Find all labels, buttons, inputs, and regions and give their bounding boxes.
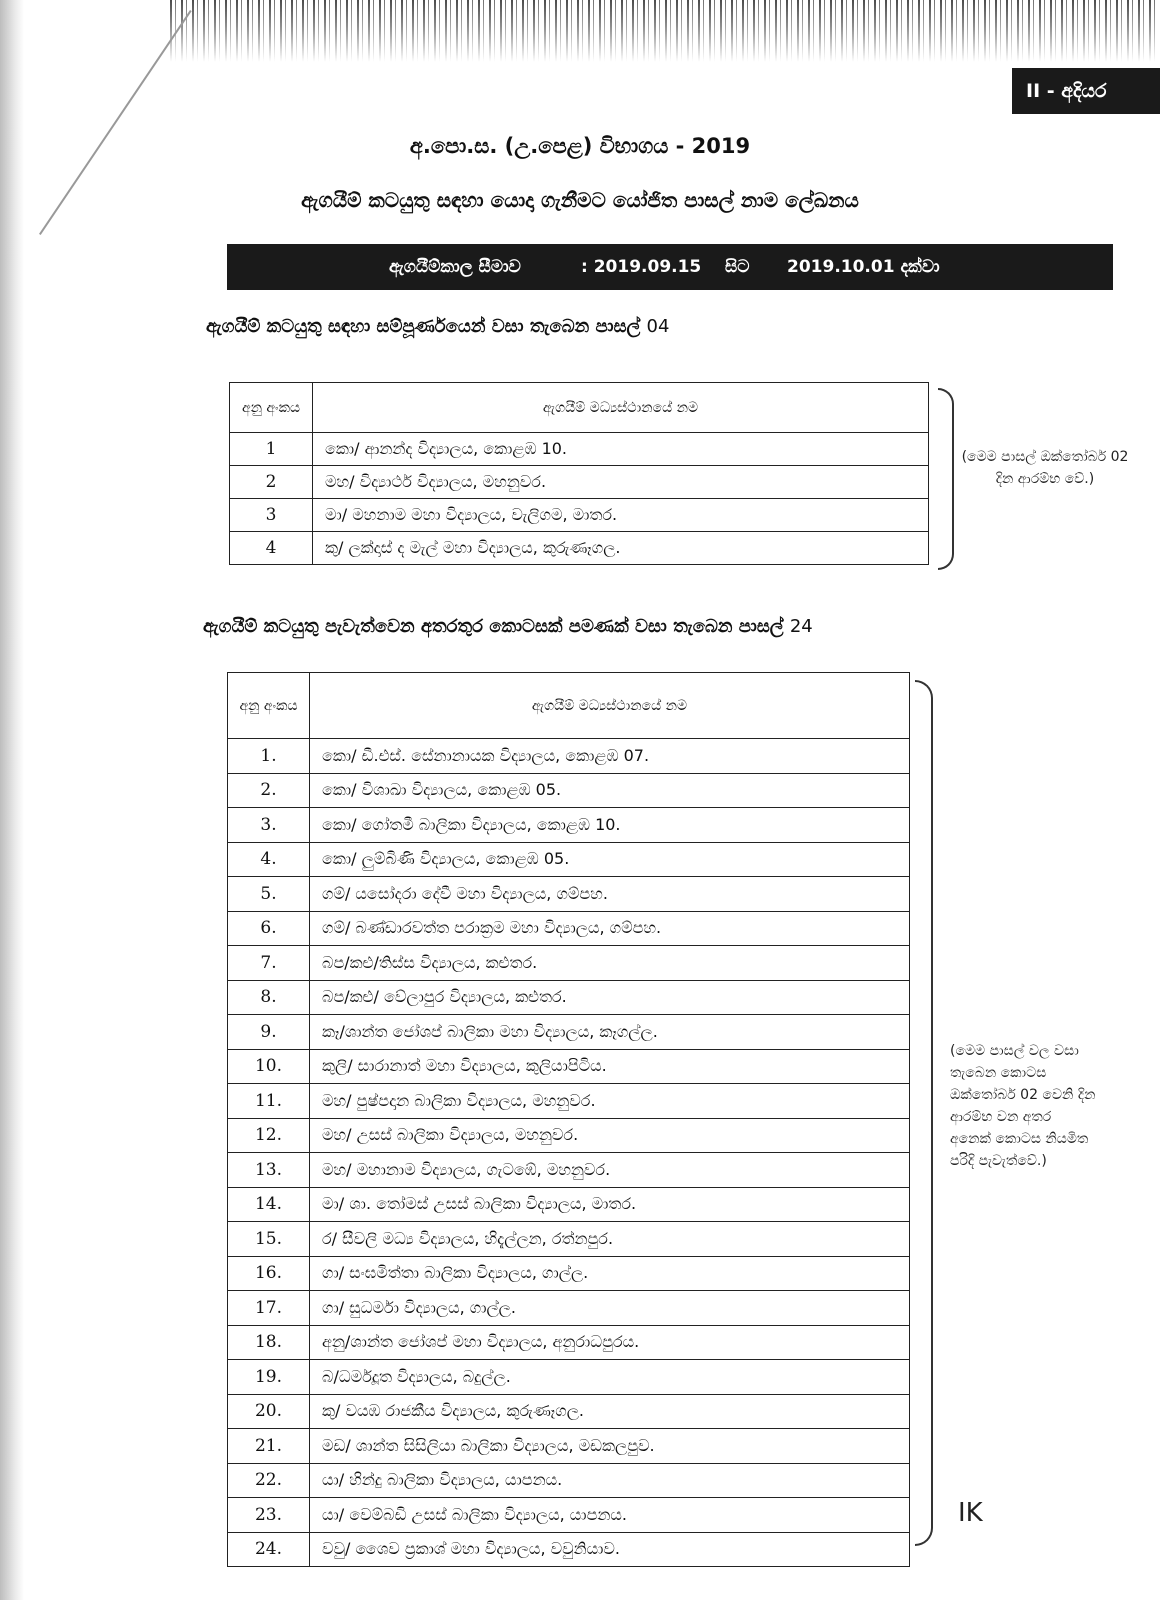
section2-note-line: ආරම්භ වන අතර bbox=[950, 1109, 1052, 1125]
row-number: 13. bbox=[228, 1153, 310, 1188]
table-row bbox=[230, 532, 929, 565]
school-name: මහ/ විද්‍යාර්ථ විද්‍යාලය, මහනුවර. bbox=[313, 466, 929, 499]
period-start: : 2019.09.15 bbox=[581, 257, 702, 277]
section2-note-line: (මෙම පාසල් වල වසා bbox=[950, 1043, 1079, 1059]
school-name: මහ/ පුෂ්පදාන බාලිකා විද්‍යාලය, මහනුවර. bbox=[310, 1084, 910, 1119]
section1-table bbox=[229, 382, 929, 565]
section1-heading: ඇගයීම් කටයුතු සඳහා සම්පූර්ණයෙන් වසා තැබෙන පාසල් 04 bbox=[206, 316, 670, 337]
row-number: 21. bbox=[228, 1429, 310, 1464]
row-number: 22. bbox=[228, 1463, 310, 1498]
table-row bbox=[228, 877, 910, 912]
school-name: මහ/ උසස් බාලිකා විද්‍යාලය, මහනුවර. bbox=[310, 1118, 910, 1153]
document-title: අ.පො.ස. (උ.පෙළ) විභාගය - 2019 bbox=[409, 134, 751, 158]
row-number: 2 bbox=[230, 466, 313, 499]
part-badge: II - අදියර bbox=[1012, 68, 1160, 114]
table-row bbox=[228, 1015, 910, 1050]
table-row bbox=[228, 842, 910, 877]
school-name: මා/ මහනාම මහා විද්‍යාලය, වැලිගම, මාතර. bbox=[313, 499, 929, 532]
school-name: කො/ ඩී.එස්. සේනානායක විද්‍යාලය, කොළඹ 07. bbox=[310, 739, 910, 774]
school-name: ගා/ සංඝමිත්තා බාලිකා විද්‍යාලය, ගාල්ල. bbox=[310, 1256, 910, 1291]
table-row bbox=[228, 1291, 910, 1326]
school-name: මා/ ශා. තෝමස් උසස් බාලිකා විද්‍යාලය, මාතර. bbox=[310, 1187, 910, 1222]
table-row bbox=[228, 1187, 910, 1222]
section2-heading: ඇගයීම් කටයුතු පැවැත්වෙන අතරතුර කොටසක් පමණක් වසා තැබෙන පාසල් 24 bbox=[203, 616, 813, 637]
table-row bbox=[228, 1256, 910, 1291]
table-row bbox=[230, 433, 929, 466]
section1-note: (මෙම පාසල් ඔක්තෝබර් 02 දින ආරම්භ වේ.) bbox=[961, 449, 1129, 487]
row-number: 11. bbox=[228, 1084, 310, 1119]
table-row bbox=[228, 946, 910, 981]
table-row bbox=[228, 773, 910, 808]
period-end: 2019.10.01 දක්වා bbox=[787, 257, 940, 277]
school-name: කො/ විශාඛා විද්‍යාලය, කොළඹ 05. bbox=[310, 773, 910, 808]
row-number: 2. bbox=[228, 773, 310, 808]
school-name: බප/කළු/ වේලාපුර විද්‍යාලය, කළුතර. bbox=[310, 980, 910, 1015]
row-number: 24. bbox=[228, 1532, 310, 1567]
row-number: 9. bbox=[228, 1015, 310, 1050]
col-header-name: ඇගයීම් මධ්‍යස්ථානයේ නම bbox=[310, 673, 910, 739]
table-row bbox=[228, 1049, 910, 1084]
school-name: යා/ හින්දු බාලිකා විද්‍යාලය, යාපනය. bbox=[310, 1463, 910, 1498]
school-name: කො/ ගෝතමී බාලිකා විද්‍යාලය, කොළඹ 10. bbox=[310, 808, 910, 843]
school-name: බප/කළු/තිස්ස විද්‍යාලය, කළුතර. bbox=[310, 946, 910, 981]
table-row bbox=[228, 1394, 910, 1429]
scan-edge-shadow bbox=[0, 0, 24, 1600]
section1-brace bbox=[938, 388, 954, 570]
row-number: 7. bbox=[228, 946, 310, 981]
document-subtitle: ඇගයීම් කටයුතු සඳහා යොදා ගැනීමට යෝජිත පාසල් නාම ලේඛනය bbox=[301, 188, 859, 212]
handwritten-initials: IK bbox=[958, 1498, 983, 1528]
period-from-word: සිට bbox=[725, 257, 750, 277]
table-row bbox=[228, 1222, 910, 1257]
section1-count: 04 bbox=[646, 316, 670, 337]
row-number: 23. bbox=[228, 1498, 310, 1533]
table-row bbox=[228, 739, 910, 774]
school-name: කු/ ලක්දාස් ද මැල් මහා විද්‍යාලය, කුරුණෑගල. bbox=[313, 532, 929, 565]
row-number: 15. bbox=[228, 1222, 310, 1257]
section2-note-line: අනෙක් කොටස නියමිත bbox=[950, 1131, 1089, 1147]
period-label: ඇගයීම්කාල සීමාව bbox=[389, 257, 521, 277]
section2-note bbox=[950, 1040, 1160, 1172]
section2-brace bbox=[915, 680, 933, 1546]
section2-note-line: පරිදි පැවැත්වේ.) bbox=[950, 1153, 1047, 1169]
school-name: අනු/ශාන්ත ජෝශප් මහා විද්‍යාලය, අනුරාධපුරය. bbox=[310, 1325, 910, 1360]
row-number: 8. bbox=[228, 980, 310, 1015]
section2-note-line: ඔක්තෝබර් 02 වෙනි දින bbox=[950, 1087, 1096, 1103]
table-row bbox=[228, 1325, 910, 1360]
school-name: ගම්/ බණ්ඩාරවත්ත පරාක්‍රම මහා විද්‍යාලය, ගම්පහ. bbox=[310, 911, 910, 946]
row-number: 16. bbox=[228, 1256, 310, 1291]
table-row bbox=[228, 1498, 910, 1533]
row-number: 14. bbox=[228, 1187, 310, 1222]
scan-noise-strip bbox=[170, 0, 1160, 62]
school-name: කො/ ලුම්බිණි විද්‍යාලය, කොළඹ 05. bbox=[310, 842, 910, 877]
section2-table bbox=[227, 672, 910, 1567]
school-name: ගා/ සුධර්මා විද්‍යාලය, ගාල්ල. bbox=[310, 1291, 910, 1326]
section2-note-line: තැබෙන කොටස bbox=[950, 1065, 1047, 1081]
col-header-no: අනු අංකය bbox=[228, 673, 310, 739]
row-number: 12. bbox=[228, 1118, 310, 1153]
school-name: කුලි/ සාරානාත් මහා විද්‍යාලය, කුලියාපිටිය. bbox=[310, 1049, 910, 1084]
table-row bbox=[228, 1532, 910, 1567]
section2-count: 24 bbox=[789, 616, 813, 637]
school-name: කු/ වයඹ රාජකීය විද්‍යාලය, කුරුණෑගල. bbox=[310, 1394, 910, 1429]
table-row bbox=[228, 1360, 910, 1395]
school-name: මහ/ මහානාම විද්‍යාලය, ගැටඹේ, මහනුවර. bbox=[310, 1153, 910, 1188]
table-row bbox=[228, 808, 910, 843]
table-row bbox=[228, 1153, 910, 1188]
row-number: 1 bbox=[230, 433, 313, 466]
table-row bbox=[230, 466, 929, 499]
col-header-name: ඇගයීම් මධ්‍යස්ථානයේ නම bbox=[313, 383, 929, 433]
school-name: කො/ ආනන්ද විද්‍යාලය, කොළඹ 10. bbox=[313, 433, 929, 466]
row-number: 6. bbox=[228, 911, 310, 946]
school-name: මඩ/ ශාන්ත සිසිලියා බාලිකා විද්‍යාලය, මඩකලපුව. bbox=[310, 1429, 910, 1464]
school-name: යා/ වෙම්බඩි උසස් බාලිකා විද්‍යාලය, යාපනය. bbox=[310, 1498, 910, 1533]
row-number: 3 bbox=[230, 499, 313, 532]
row-number: 19. bbox=[228, 1360, 310, 1395]
row-number: 5. bbox=[228, 877, 310, 912]
row-number: 4. bbox=[228, 842, 310, 877]
row-number: 17. bbox=[228, 1291, 310, 1326]
table-row bbox=[228, 1463, 910, 1498]
table-row bbox=[228, 1118, 910, 1153]
evaluation-period-bar bbox=[227, 244, 1113, 290]
table-row bbox=[230, 499, 929, 532]
table-row bbox=[228, 1084, 910, 1119]
table-row bbox=[228, 1429, 910, 1464]
table-row bbox=[228, 911, 910, 946]
table-row bbox=[228, 980, 910, 1015]
row-number: 1. bbox=[228, 739, 310, 774]
school-name: ගම්/ යසෝදරා දේවී මහා විද්‍යාලය, ගම්පහ. bbox=[310, 877, 910, 912]
row-number: 3. bbox=[228, 808, 310, 843]
row-number: 18. bbox=[228, 1325, 310, 1360]
col-header-no: අනු අංකය bbox=[230, 383, 313, 433]
school-name: වවු/ ශෛව ප්‍රකාශ් මහා විද්‍යාලය, වවුනියාව. bbox=[310, 1532, 910, 1567]
school-name: බ/ධර්මදූත විද්‍යාලය, බදුල්ල. bbox=[310, 1360, 910, 1395]
school-name: කෑ/ශාන්ත ජෝශප් බාලිකා මහා විද්‍යාලය, කෑගල්ල. bbox=[310, 1015, 910, 1050]
row-number: 10. bbox=[228, 1049, 310, 1084]
school-name: ර/ සීවලි මධ්‍ය විද්‍යාලය, හිදැල්ලන, රත්නපුර. bbox=[310, 1222, 910, 1257]
row-number: 20. bbox=[228, 1394, 310, 1429]
row-number: 4 bbox=[230, 532, 313, 565]
